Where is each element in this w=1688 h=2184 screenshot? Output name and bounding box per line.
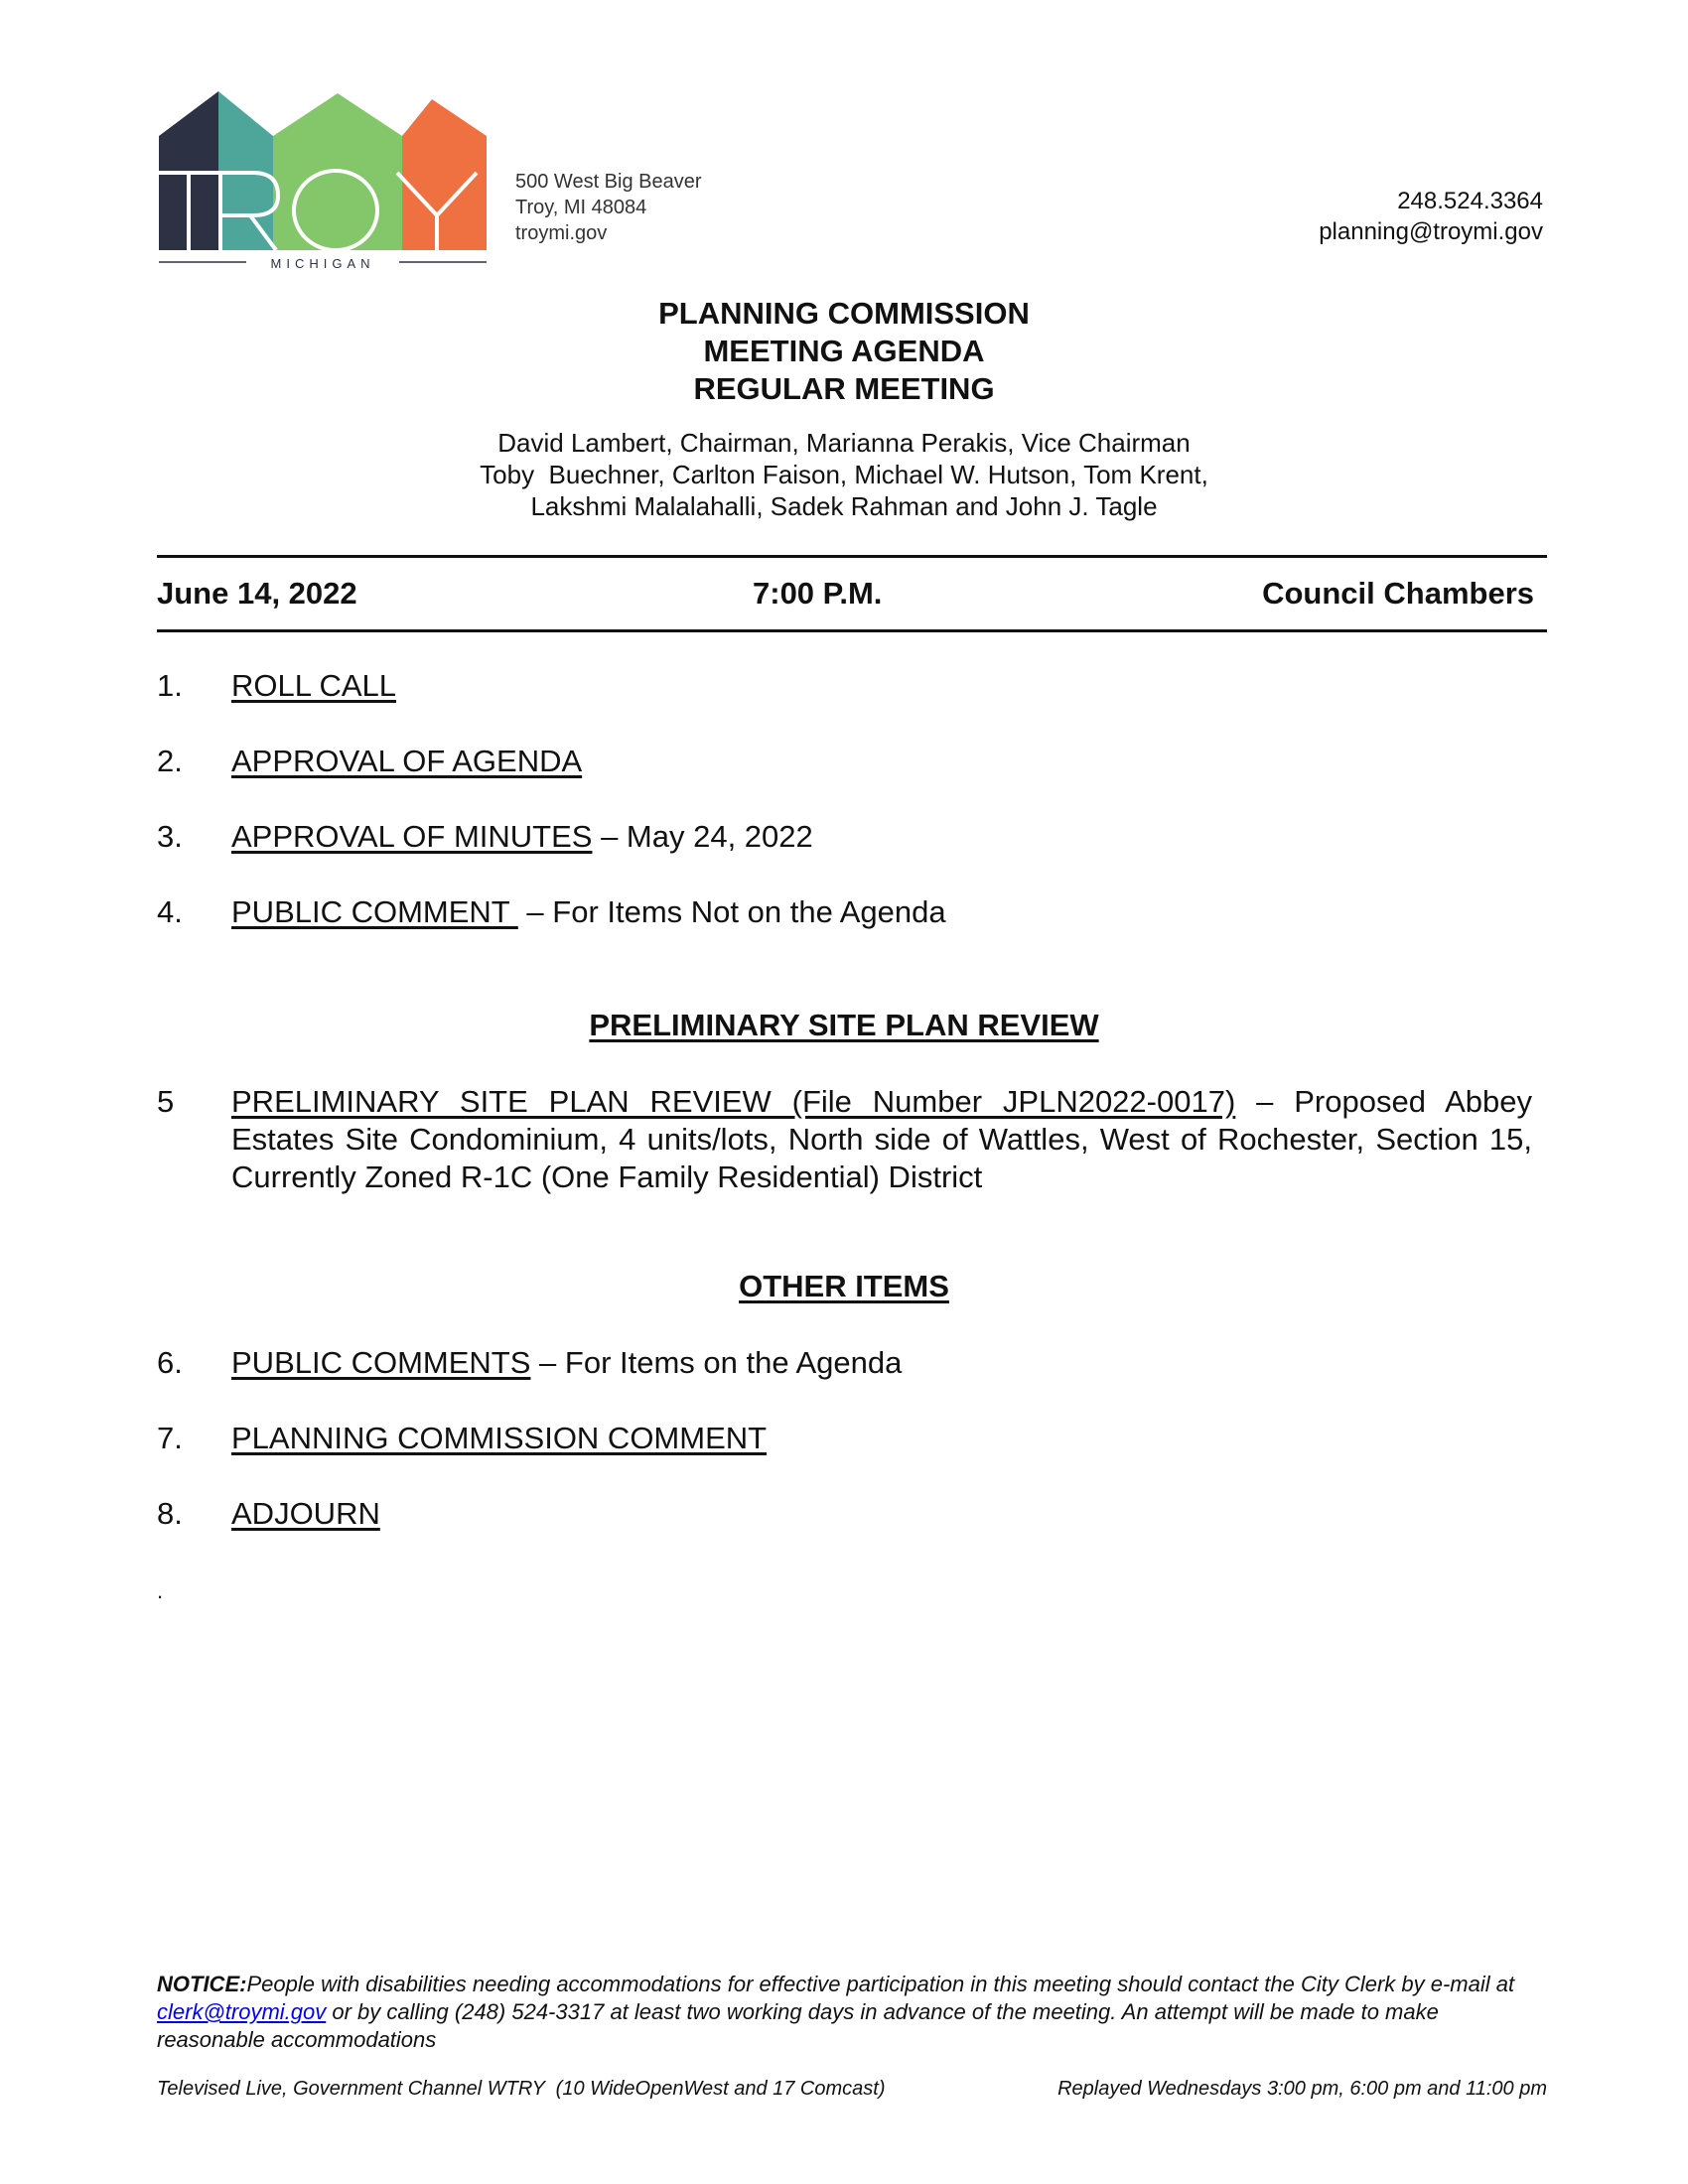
members-line-1: David Lambert, Chairman, Marianna Perakis, Vice Chairman xyxy=(497,428,1191,458)
title-line-1: PLANNING COMMISSION xyxy=(658,296,1030,331)
stray-period: . xyxy=(157,1578,164,1603)
members-line-2: Toby Buechner, Carlton Faison, Michael W. Hutson, Tom Krent, xyxy=(480,460,1208,489)
item-number: 4. xyxy=(157,894,183,929)
item-title: PUBLIC COMMENTS xyxy=(231,1345,531,1380)
item-title: ADJOURN xyxy=(231,1496,380,1531)
section-heading-preliminary xyxy=(0,1008,1688,1043)
planning-email[interactable]: planning@troymi.gov xyxy=(1319,218,1543,245)
item-detail: – Proposed Abbey Estates Site Condominium, 4 units/lots, North side of Wattles, West of Rochester, Section 15, Currently Zoned R-1C (One Family Residential) District xyxy=(231,1084,1532,1194)
broadcast-footer xyxy=(157,2078,1547,2101)
logo-subtext: MICHIGAN xyxy=(270,256,375,271)
item-number: 2. xyxy=(157,744,183,778)
meeting-location: Council Chambers xyxy=(1262,576,1534,611)
item-number: 3. xyxy=(157,819,183,854)
accessibility-notice xyxy=(157,1971,1547,2054)
troy-logo-mark xyxy=(159,91,487,272)
commission-members xyxy=(0,427,1688,522)
title-line-2: MEETING AGENDA xyxy=(703,334,985,368)
troy-logo xyxy=(159,91,487,272)
item-detail: – For Items Not on the Agenda xyxy=(517,894,946,929)
replay-info: Replayed Wednesdays 3:00 pm, 6:00 pm and 11:00 pm xyxy=(1057,2078,1547,2100)
televised-info: Televised Live, Government Channel WTRY (10 WideOpenWest and 17 Comcast) xyxy=(157,2078,886,2100)
section-heading-text: OTHER ITEMS xyxy=(739,1269,949,1303)
divider-bottom xyxy=(157,629,1547,632)
item-detail: – May 24, 2022 xyxy=(592,819,813,854)
item-title: APPROVAL OF AGENDA xyxy=(231,744,583,778)
notice-label: NOTICE: xyxy=(157,1972,247,1996)
item-detail: – For Items on the Agenda xyxy=(530,1345,903,1380)
address-street: 500 West Big Beaver xyxy=(515,171,702,193)
phone-number: 248.524.3364 xyxy=(1397,188,1543,214)
meeting-date: June 14, 2022 xyxy=(157,576,357,611)
meeting-time: 7:00 P.M. xyxy=(753,576,883,611)
item-title: APPROVAL OF MINUTES xyxy=(231,819,593,854)
notice-text-2: or by calling (248) 524-3317 at least two working days in advance of the meeting. An attempt will be made to make reasonable accommodations xyxy=(157,1999,1439,2052)
title-line-3: REGULAR MEETING xyxy=(693,371,995,406)
contact-block xyxy=(1319,186,1543,247)
item-title: PLANNING COMMISSION COMMENT xyxy=(231,1421,768,1455)
agenda-title xyxy=(0,295,1688,408)
item-number: 1. xyxy=(157,668,183,703)
website-link[interactable]: troymi.gov xyxy=(515,222,608,244)
item-title: PRELIMINARY SITE PLAN REVIEW (File Number JPLN2022-0017) xyxy=(231,1084,1236,1119)
section-heading-other xyxy=(0,1269,1688,1304)
item-title: ROLL CALL xyxy=(231,668,396,703)
clerk-email-link[interactable]: clerk@troymi.gov xyxy=(157,1999,327,2024)
item-number: 6. xyxy=(157,1345,183,1380)
address-city: Troy, MI 48084 xyxy=(515,197,647,218)
notice-text-1: People with disabilities needing accommodations for effective participation in this meeting should contact the City Clerk by e-mail at xyxy=(246,1972,1515,1996)
item-number: 5 xyxy=(157,1084,175,1119)
item-number: 7. xyxy=(157,1421,183,1455)
members-line-3: Lakshmi Malalahalli, Sadek Rahman and John J. Tagle xyxy=(530,491,1158,521)
section-heading-text: PRELIMINARY SITE PLAN REVIEW xyxy=(589,1008,1099,1042)
address-block xyxy=(515,169,702,246)
divider-top xyxy=(157,555,1547,558)
item-number: 8. xyxy=(157,1496,183,1531)
item-title: PUBLIC COMMENT xyxy=(231,894,518,929)
